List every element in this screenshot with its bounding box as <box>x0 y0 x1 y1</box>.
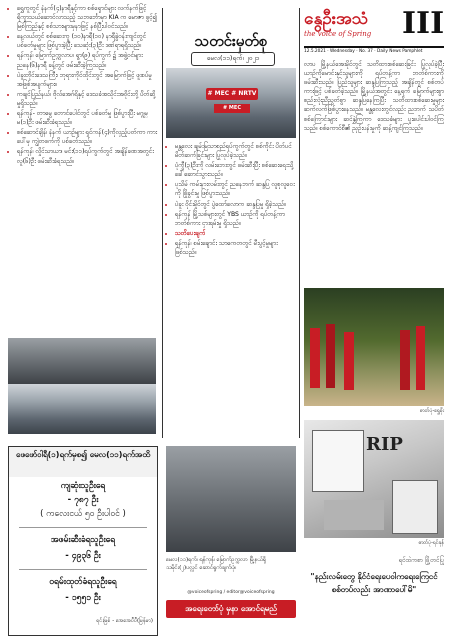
list-item: • ပုသိမ် ကမ်းနားလမ်းတွင် ညနေဘက် ဆန္ဒပြ လူစုလူဝေးကို ဖြိုခွင်းမှု ဖြစ်ပွားသည်။ <box>175 180 296 198</box>
protest-photo-bottom-left <box>8 384 156 434</box>
protest-banner-secondary: # MEC <box>214 104 250 113</box>
masthead-title: နွေဦးအသံ <box>304 9 369 29</box>
list-item: • စစ်ဆောင်ချိန်၊ နံနက် ယာဉ်များ ရှင်ကန်(၄)ကိုလှည့်ပတ်ကာ ကားပေါ်မှ ကျွဲတဖက်ကို ပစ်ခတ်သည်။ <box>17 128 158 146</box>
stats-heading: ဖေဖော်ဝါရီ(၁)ရက်မှစ၍ မေလ(၁၁)ရက်အထိ <box>9 447 157 477</box>
page-title: သတင်းမှတ်စု <box>194 32 268 50</box>
contact-email: @voiceofspring / editor@voiceofspring <box>187 590 275 595</box>
rip-text: RIP <box>366 434 403 455</box>
list-item: • ပဲခူး ဝိုင်းမှိုင်တွင် ပွဲထော်လောက ဆန္ဒပြမှု ရှိခဲ့သည်။ <box>175 200 296 209</box>
arrested-value: - ၄၉၃၆ ဦး <box>65 551 101 561</box>
list-item: • ရန်ကုန်၊ မြောက်ဥက္ကလာပ၊ ရွာ(၉) ရပ်ကွက် ၌ အဖွဲ့ဝင်များ ညနေ(၆)နာရီ ခန့်တွင် ဖမ်းဆီးခဲ့ကြသည်။ <box>17 51 158 69</box>
casualty-stats-box <box>8 446 158 636</box>
masthead-subtitle: the voice of Spring <box>304 30 372 38</box>
night-protest-photo <box>166 446 296 552</box>
list-item: • ကချင်ပြည်နယ်၊ ဗိုလ်အေဂ်ရိနှင့် ဒေသခံအသိုင်းအဝိုင်းတို့ ပိတ်ဆို့မှုရှိသည်။ <box>17 90 158 108</box>
footer-banner: အရေးတော်ပုံ မှနာ အောင်ရမည် <box>166 600 296 618</box>
quote-text: "နည်းလမ်းတွေ နိုင်ငံရေးပေဝါကရေးကြေငင် စစ်တပ်လည်း အာဏာပေါ်မိ" <box>310 572 438 594</box>
photo-credit-b: ဓာတ်ပုံ-ရင်ခုန် <box>418 540 444 546</box>
photo-credit-a: ဓာတ်ပုံ-ရွှေစိုး <box>419 408 444 414</box>
issue-line: 12.5.2021 · Wednesday · No. 37 · Daily News Pamphlet <box>304 49 423 54</box>
monks-protest-photo <box>304 288 444 406</box>
stats-source: ရင်းမြစ် - အေအေပီပီ(မြန်မာ) <box>96 618 153 624</box>
list-item: • ရန်ကုန်၊ စမ်းချောင်း သာကေတတွင် မီးပွင့်မှုများ ဖြစ်သည်။ <box>175 239 296 257</box>
list-item: • သတိပေးချက် <box>175 229 296 238</box>
protest-photo-top-left <box>8 338 156 384</box>
date-line: မေလ(၁၁)ရက်၊ ၂၀၂၁ <box>191 52 275 66</box>
killed-label: ကျဆုံးသူဦးရေ <box>60 481 106 491</box>
killed-note: ( ကလေးငယ် ၅၀ ဦးပါဝင် ) <box>40 509 126 519</box>
list-item: • နေ့လယ်တွင် စစ်ဆေးကူ (၁၀)နာရီ(၁၀) နာရီခွဲဝန်းကျင်တွင် ပစ်ခတ်မှုများ ဖြစ်ပွားခဲ့ပြီး သေဆုံး(၃)ဦး ဒဏ်ရာရရှိသည်။ <box>17 32 158 50</box>
arrested-label: အဖမ်းဆီးခံရသူဦးရေ <box>50 535 116 545</box>
left-bullet-list <box>8 4 158 166</box>
list-item: • ပုံကွီ(၃)ဦးကို လမ်းဘေးတွင် ဖမ်းဆီးပြီး စစ်ဆေးရေးသို့ ခေါ်ဆောင်သွားသည်။ <box>175 161 296 179</box>
center-bullet-list <box>166 142 296 257</box>
quote-header: ရင်ထဲကစာ ဖြို့တင်ပြု <box>398 557 444 564</box>
warrant-label: ဝရမ်းထုတ်ခံရသူဦးရေ <box>49 577 117 587</box>
protest-banner: # MEC # NRTV <box>206 88 258 100</box>
warrant-value: - ၁၅၅၁ ဦး <box>65 593 101 603</box>
memorial-photo <box>304 420 444 538</box>
left-news-column <box>8 4 158 167</box>
photo-caption: မေလ(၁၁)ရက်၊ ရန်ကုန်၊ မြောက်ဥက္ကလာ မြို့နယ်ရှိ သမိုင်း(၂)ပလ္လင် ဆောင်ရွက်ချက်ပုံ။ <box>166 557 267 571</box>
right-article: လာပ မြို့နယ်အေးမိုင်တွင် သတိထားစစ်ဆေးခြင်း ပြုလုပ်ခဲ့ပြီး ယာဉ်ကိုမောင်းနှင်သူများကို ရပ်တန့်ကာ ဘတ်စ်ကားကို ဖမ်းဆီးသည်။ ပြည်သူများ ဆန္ဒပြကြသည့် အချိန်တွင် စစ်တပ်ကားဖြင့် ပစ်ခတ်ခဲ့သည်။ မြို့နယ်အတွင်း နေ့ရက် မြောက်များစွာ စည်းလုံးညီညွတ်စွာ ဆန္ဒပြနေကြပြီး သတိထားစစ်ဆေးမှုများ ဆက်လက်ဖြစ်ပွားနေသည်။ မန္တလေးတွင်လည်း ညဘက် သပိတ်စစ်ကြောင်းများ ဆင်နွှဲကြကာ ဒေသခံများ ပူးပေါင်းပါဝင်ကြသည်။ စစ်ကောင်စီ၏ ညှဉ်းပန်းမှုကို ဆန့်ကျင်ကြသည်။ <box>304 61 444 132</box>
list-item: • မန္တလေး ချမ်းမြသာစည်ရပ်ကွက်တွင် စစ်ကိုင်း ပိတ်ပင် မိတ်ဆက်ခြင်းများ ပြုလုပ်ခဲ့သည်။ <box>175 142 296 160</box>
list-item: • ရန်ကုန်- တာမွေ တောင်ပေါင်တွင် ပစ်ခတ်မှု ဖြစ်ပွားပြီး မဂ္ဂုမ္မ(၁)ဦး ဖမ်းဆီးခံရသည်။ <box>17 109 158 127</box>
killed-value: - ၇၈၇ ဦး <box>67 495 99 505</box>
quote-box <box>304 556 444 618</box>
list-item: • ရွှေကူတွင် နံနက်(၄)နာရီနှင့်ကာ စစ်ရှောင်များ လက်နက်ဖြင့် ရိက္ခာသယ်ဆောင်လာသည့် သဘင်္ဘောမှာ KIA က မောဇာ ဖွင့်၍ မြစ်ကြည်နှင့် စစ်သားများမှနာဖြင့် နစ်ပြီးပါဝင်သည်။ <box>17 4 158 31</box>
list-item: • ပဲခူးတိုင်းဒေသကြီး၊ ဘုရားကိုင်ထိုင်းတွင် အမြောက်ဖြင့် ဖူးစပ်မှုအဖြစ်အပျက်များ။ <box>17 71 158 89</box>
protest-march-photo <box>166 68 296 138</box>
list-item: • ရန်ကုန်၊ လှိုင်သာယာ၊ မင်း(၁၁)ရပ်ကွက်တွင် အချိန်ခဏအတွင်း လူ(၆)ဦး ဖမ်းဆီးခံရသည်။ <box>17 147 158 165</box>
issue-number: III <box>402 6 445 41</box>
center-news-column <box>166 142 296 258</box>
list-item: • ရန်ကုန် မြို့သစ်များတွင် YBS ယာဉ်ကို ရပ်တန့်ကာ ဘတ်စ်ကား ငှားရမ်းမှု ရှိသည်။ <box>175 210 296 228</box>
